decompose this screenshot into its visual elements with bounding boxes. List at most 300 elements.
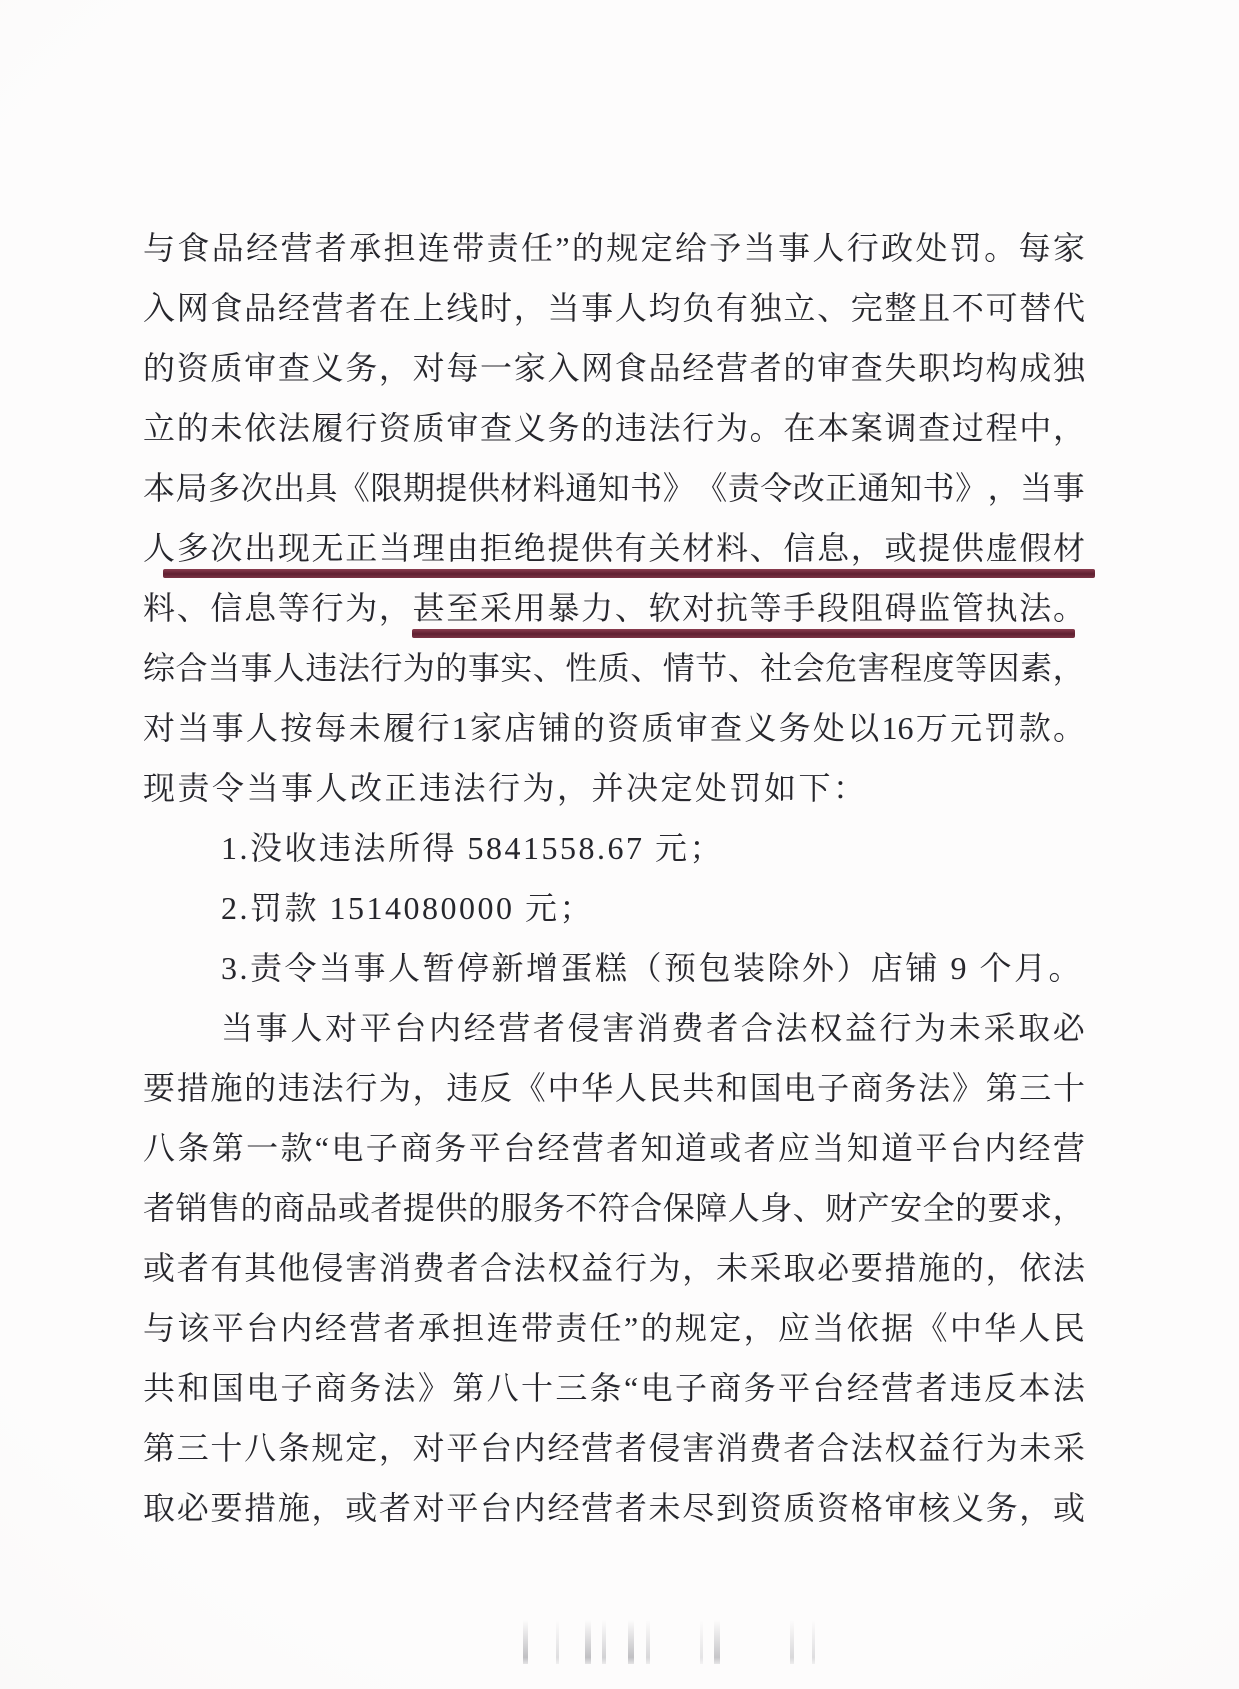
line-text: 务	[532, 1190, 565, 1226]
line-text: 会	[792, 650, 825, 686]
line-text: 对	[412, 1430, 445, 1466]
line-text: 法	[337, 650, 370, 686]
document-line: 现责令当事人改正违法行为，并决定处罚如下：	[143, 770, 868, 806]
line-text: 息	[244, 590, 277, 626]
line-text: 次	[210, 530, 243, 566]
line-text: 经	[463, 1010, 496, 1046]
line-text: 的	[571, 230, 604, 266]
line-text: ，	[985, 1250, 1018, 1286]
line-text: 者	[370, 1190, 403, 1226]
line-text: 十	[210, 1430, 243, 1466]
line-text: 害	[602, 1010, 635, 1046]
line-text: 提	[435, 470, 468, 506]
line-text: 合	[630, 1190, 663, 1226]
document-line	[143, 218, 1085, 278]
line-text: 商	[850, 1070, 883, 1106]
line-text: ，	[1052, 1190, 1085, 1226]
line-text: 责	[486, 230, 519, 266]
line-text: 务	[434, 1130, 467, 1166]
line-text: 》	[955, 470, 988, 506]
line-text: ，	[513, 290, 546, 326]
line-text: 网	[176, 290, 209, 326]
line-text: 为	[715, 410, 748, 446]
line-text: 书	[630, 470, 663, 506]
line-text: 多	[207, 470, 240, 506]
line-text: 承	[349, 230, 382, 266]
document-line: 2.罚款 1514080000 元；	[221, 890, 595, 926]
line-text: 平	[211, 1310, 244, 1346]
line-text: 至	[446, 590, 479, 626]
line-text: 独	[1052, 350, 1085, 386]
line-text: 尽	[682, 1490, 715, 1526]
line-text: 一	[480, 350, 513, 386]
line-text: 品	[305, 1190, 338, 1226]
line-text: 连	[486, 1310, 519, 1346]
line-text: 《	[915, 1310, 948, 1346]
line-text: 必	[1052, 1010, 1085, 1046]
line-text: 内	[513, 1490, 546, 1526]
line-text: 道	[881, 1130, 914, 1166]
line-text: 料	[532, 470, 565, 506]
line-text: 其	[244, 1250, 277, 1286]
line-text: 力	[581, 590, 614, 626]
line-text: 软	[648, 590, 681, 626]
line-text: 审	[817, 350, 850, 386]
line-text: 内	[513, 1430, 546, 1466]
line-text: 共	[143, 1370, 176, 1406]
line-text: 第	[143, 1430, 176, 1466]
line-text: 事	[255, 1010, 288, 1046]
line-text: 在	[378, 290, 411, 326]
line-text: 质	[412, 410, 445, 446]
line-text: 者	[378, 1490, 411, 1526]
line-text: 、	[630, 650, 663, 686]
line-text: 费	[412, 1250, 445, 1286]
line-text: 审	[244, 350, 277, 386]
line-text: 》	[417, 1370, 450, 1406]
line-text: 反	[480, 1070, 513, 1106]
line-text: 期	[402, 470, 435, 506]
line-text: 者	[606, 1130, 639, 1166]
line-text: 未	[648, 1490, 681, 1526]
line-text: 营	[1052, 1130, 1085, 1166]
line-text: 消	[378, 1250, 411, 1286]
line-text: 八	[486, 1370, 519, 1406]
line-text: 审	[884, 1490, 917, 1526]
line-text: 采	[749, 1250, 782, 1286]
line-text: 材	[500, 470, 533, 506]
line-text: 内	[984, 1130, 1017, 1166]
line-text: 有	[715, 290, 748, 326]
line-text: 情	[662, 650, 695, 686]
line-text: 台	[812, 1370, 845, 1406]
line-text: 共	[682, 1070, 715, 1106]
bleed-stroke	[628, 1620, 634, 1664]
bleed-stroke	[646, 1620, 650, 1664]
line-text: 质	[597, 650, 630, 686]
line-text: 无	[311, 530, 344, 566]
line-text: 当	[1020, 470, 1053, 506]
line-text: 人	[614, 290, 647, 326]
line-text: 实	[500, 650, 533, 686]
line-text: 平	[359, 1010, 392, 1046]
line-text: 行	[614, 1250, 647, 1286]
line-text: 拒	[480, 530, 513, 566]
line-text: 合	[480, 1250, 513, 1286]
line-text: 费	[671, 1010, 704, 1046]
line-text: ，	[412, 1070, 445, 1106]
line-text: 者	[749, 350, 782, 386]
line-text: 款	[280, 1130, 313, 1166]
line-text: 事	[581, 290, 614, 326]
line-text: 为	[402, 650, 435, 686]
line-text: 核	[918, 1490, 951, 1526]
line-text: 正	[825, 470, 858, 506]
line-text: 假	[1019, 530, 1052, 566]
line-text: 管	[951, 590, 984, 626]
document-line	[143, 638, 1085, 698]
line-text: 、	[532, 650, 565, 686]
line-text: 营	[581, 1430, 614, 1466]
line-text: 电	[246, 1370, 279, 1406]
line-text: 处	[812, 710, 845, 746]
line-text: 改	[792, 470, 825, 506]
line-text: 手	[783, 590, 816, 626]
line-text: 任	[589, 1310, 622, 1346]
line-text: 资	[817, 1490, 850, 1526]
line-text: 者	[383, 1310, 416, 1346]
line-text: 务	[547, 410, 580, 446]
line-text: 资	[749, 1490, 782, 1526]
line-text: 经	[682, 350, 715, 386]
line-text: 权	[884, 1430, 917, 1466]
line-text: 完	[850, 290, 883, 326]
line-text: 者	[915, 1370, 948, 1406]
line-text: 台	[949, 1130, 982, 1166]
line-text: 电	[331, 1130, 364, 1166]
line-text: 平	[446, 1490, 479, 1526]
line-text: 当	[378, 530, 411, 566]
line-text: 必	[176, 1490, 209, 1526]
line-text: 款	[1018, 710, 1051, 746]
line-text: “	[624, 1370, 639, 1406]
line-text: 保	[662, 1190, 695, 1226]
line-text: 程	[985, 410, 1018, 446]
line-text: 对	[682, 590, 715, 626]
line-text: 违	[446, 1070, 479, 1106]
line-text: 材	[682, 530, 715, 566]
line-text: 对	[412, 350, 445, 386]
line-text: 经	[846, 1370, 879, 1406]
line-text: 或	[143, 1250, 176, 1286]
line-text: 他	[277, 1250, 310, 1286]
line-text: 的	[467, 1190, 500, 1226]
line-text: ”	[555, 230, 570, 266]
line-text: 条	[589, 1370, 622, 1406]
line-text: 者	[176, 1250, 209, 1286]
line-text: 且	[918, 290, 951, 326]
line-text: 《	[337, 470, 370, 506]
line-text: 。	[1052, 590, 1085, 626]
line-text: 出	[244, 530, 277, 566]
line-text: 立	[783, 290, 816, 326]
line-text: 上	[412, 290, 445, 326]
line-text: 费	[749, 1430, 782, 1466]
line-text: 为	[914, 1010, 947, 1046]
line-text: 条	[177, 1130, 210, 1166]
line-text: 责	[727, 470, 760, 506]
line-text: 》	[951, 1070, 984, 1106]
line-text: 每	[314, 710, 347, 746]
line-text: 品	[244, 290, 277, 326]
line-text: 平	[468, 1130, 501, 1166]
line-text: 职	[918, 350, 951, 386]
line-text: 和	[715, 1070, 748, 1106]
line-text: 入	[547, 350, 580, 386]
line-text: 由	[446, 530, 479, 566]
line-text: 措	[176, 1070, 209, 1106]
line-text: 施	[277, 1490, 310, 1526]
document-line: 1.没收违法所得 5841558.67 元；	[221, 830, 725, 866]
line-text: 予	[709, 230, 742, 266]
line-text: 者	[614, 1490, 647, 1526]
line-text: 的	[176, 410, 209, 446]
line-text: 十	[520, 1370, 553, 1406]
document-line	[143, 1058, 1085, 1118]
line-text: 甚	[412, 590, 445, 626]
line-text: 正	[345, 530, 378, 566]
line-text: 知	[890, 470, 923, 506]
line-text: 的	[244, 1070, 277, 1106]
line-text: 违	[305, 650, 338, 686]
line-text: 害	[345, 1250, 378, 1286]
line-text: 任	[520, 230, 553, 266]
line-text: 依	[244, 410, 277, 446]
line-text: 的	[955, 1190, 988, 1226]
line-text: 安	[890, 1190, 923, 1226]
line-text: 供	[467, 470, 500, 506]
line-text: 食	[614, 350, 647, 386]
line-text: 当	[812, 1310, 845, 1346]
line-text: 采	[1052, 1430, 1085, 1466]
line-text: 过	[951, 410, 984, 446]
line-text: 取	[143, 1490, 176, 1526]
line-text: 为	[648, 1250, 681, 1286]
line-text: 性	[565, 650, 598, 686]
line-text: 暴	[547, 590, 580, 626]
line-text: ，	[682, 1250, 715, 1286]
line-text: 综	[143, 650, 176, 686]
line-text: 法	[775, 1010, 808, 1046]
line-text: 因	[987, 650, 1020, 686]
line-text: 者	[743, 1130, 776, 1166]
line-text: 监	[918, 590, 951, 626]
line-text: 益	[581, 1250, 614, 1286]
line-text: 的	[581, 410, 614, 446]
emphasis-underline	[163, 569, 1095, 578]
line-text: 关	[648, 530, 681, 566]
document-line	[143, 1478, 1085, 1538]
line-text: 违	[614, 410, 647, 446]
line-text: 行	[879, 1010, 912, 1046]
line-text: 合	[740, 1010, 773, 1046]
line-text: 未	[715, 1250, 748, 1286]
line-text: 营	[571, 1130, 604, 1166]
line-text: 次	[240, 470, 273, 506]
line-text: 采	[480, 590, 513, 626]
line-text: 营	[581, 1490, 614, 1526]
line-text: 益	[918, 1430, 951, 1466]
line-text: 应	[778, 1310, 811, 1346]
line-text: ，	[378, 1430, 411, 1466]
line-text: 或	[709, 1130, 742, 1166]
document-line	[143, 1418, 1085, 1478]
line-text: 营	[498, 1010, 531, 1046]
line-text: 规	[606, 230, 639, 266]
bleed-stroke	[556, 1620, 559, 1664]
line-text: 成	[1019, 350, 1052, 386]
line-text: 内	[280, 1310, 313, 1346]
line-text: 依	[846, 1310, 879, 1346]
line-text: 的	[783, 350, 816, 386]
line-text: 的	[240, 1190, 273, 1226]
line-text: 与	[143, 1310, 176, 1346]
line-text: 资	[607, 710, 640, 746]
line-text: 当	[221, 1010, 254, 1046]
line-text: 或	[1052, 1490, 1085, 1526]
line-text: 人	[727, 1190, 760, 1226]
line-text: 每	[446, 350, 479, 386]
document-line	[143, 518, 1085, 578]
line-text: 给	[674, 230, 707, 266]
line-text: 的	[143, 350, 176, 386]
line-text: 要	[143, 1070, 176, 1106]
line-text: 当	[547, 290, 580, 326]
line-text: 处	[915, 230, 948, 266]
line-text: 为	[378, 1070, 411, 1106]
line-text: 。	[1052, 710, 1085, 746]
line-text: 子	[674, 1370, 707, 1406]
line-text: 当	[207, 650, 240, 686]
document-line	[143, 278, 1085, 338]
line-text: 法	[918, 1070, 951, 1106]
line-text: 息	[817, 530, 850, 566]
line-text: ，	[311, 1490, 344, 1526]
line-text: 营	[280, 230, 313, 266]
line-text: 取	[1018, 1010, 1051, 1046]
line-text: 供	[581, 530, 614, 566]
line-text: 知	[640, 1130, 673, 1166]
line-text: 法	[1052, 1370, 1085, 1406]
document-line	[143, 1358, 1085, 1418]
line-text: 定	[709, 1310, 742, 1346]
line-text: 营	[349, 1310, 382, 1346]
line-text: 查	[918, 410, 951, 446]
line-text: 整	[884, 290, 917, 326]
line-text: 店	[504, 710, 537, 746]
line-text: 华	[984, 1310, 1017, 1346]
line-text: 经	[277, 290, 310, 326]
bleed-stroke	[523, 1620, 528, 1664]
line-text: 或	[345, 1490, 378, 1526]
line-text: 电	[640, 1370, 673, 1406]
line-text: 提	[547, 530, 580, 566]
line-text: 人	[143, 530, 176, 566]
line-text: 当	[177, 710, 210, 746]
line-text: 商	[272, 1190, 305, 1226]
line-text: 合	[817, 1430, 850, 1466]
line-text: 取	[783, 1250, 816, 1286]
line-text: 资	[176, 350, 209, 386]
line-text: 不	[951, 290, 984, 326]
line-text: 责	[555, 1310, 588, 1346]
line-text: 素	[1020, 650, 1053, 686]
line-text: 的	[435, 650, 468, 686]
line-text: 等	[277, 590, 310, 626]
line-text: 食	[177, 230, 210, 266]
line-text: 执	[985, 590, 1018, 626]
line-text: 提	[918, 530, 951, 566]
line-text: 碍	[884, 590, 917, 626]
line-text: 未	[210, 410, 243, 446]
line-text: 本	[817, 410, 850, 446]
line-text: 八	[143, 1130, 176, 1166]
line-text: 。	[984, 230, 1017, 266]
line-text: 带	[520, 1310, 553, 1346]
line-text: 者	[783, 1430, 816, 1466]
line-text: 16	[881, 710, 914, 746]
line-text: 查	[850, 350, 883, 386]
line-text: 履	[311, 410, 344, 446]
line-text: 合	[175, 650, 208, 686]
line-text: 格	[850, 1490, 883, 1526]
line-text: 义	[513, 410, 546, 446]
line-text: 务	[345, 350, 378, 386]
line-text: 罚	[949, 230, 982, 266]
line-text: 社	[760, 650, 793, 686]
line-text: 法	[311, 1070, 344, 1106]
line-text: 一	[246, 1130, 279, 1166]
line-text: 到	[715, 1490, 748, 1526]
document-line	[143, 578, 1085, 638]
line-text: 对	[324, 1010, 357, 1046]
line-text: 子	[817, 1070, 850, 1106]
line-text: 抗	[715, 590, 748, 626]
line-text: 通	[857, 470, 890, 506]
line-text: 八	[244, 1430, 277, 1466]
line-text: 者	[706, 1010, 739, 1046]
line-text: 服	[500, 1190, 533, 1226]
line-text: 法	[513, 1250, 546, 1286]
line-text: 品	[648, 350, 681, 386]
line-text: 身	[760, 1190, 793, 1226]
line-text: 知	[597, 470, 630, 506]
line-text: 连	[417, 230, 450, 266]
line-text: 依	[1019, 1250, 1052, 1286]
line-text: 有	[614, 530, 647, 566]
line-text: 商	[709, 1370, 742, 1406]
emphasis-underline	[412, 629, 1075, 638]
line-text: 》	[662, 470, 695, 506]
line-text: 平	[778, 1370, 811, 1406]
line-text: 与	[143, 230, 176, 266]
line-text: 消	[715, 1430, 748, 1466]
line-text: 、	[727, 650, 760, 686]
line-text: 、	[176, 590, 209, 626]
line-text: 台	[503, 1130, 536, 1166]
line-text: 内	[428, 1010, 461, 1046]
line-text: 信	[783, 530, 816, 566]
